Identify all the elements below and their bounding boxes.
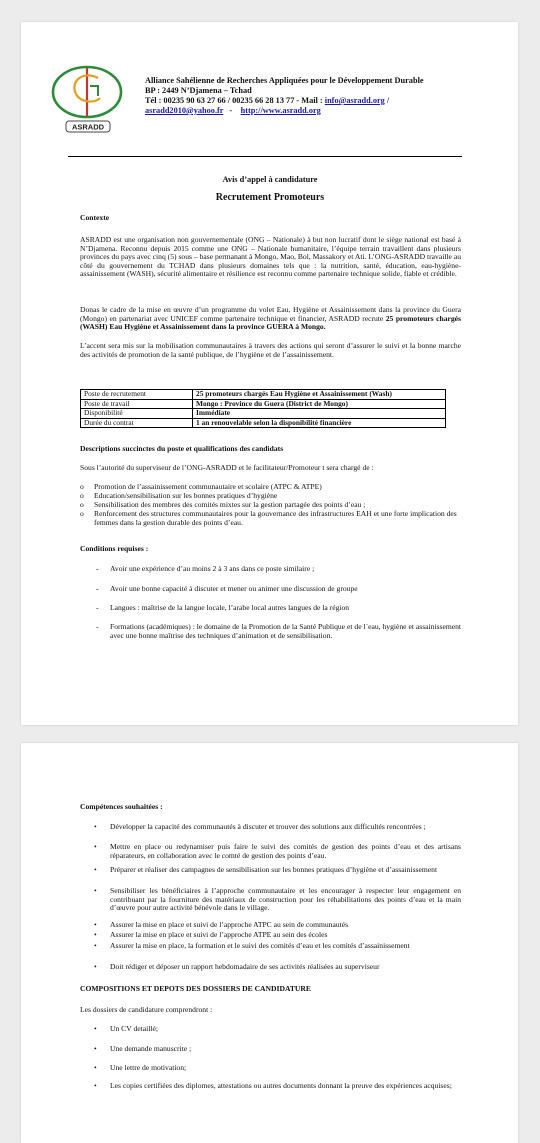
competences-label: Compétences souhaitées : — [80, 802, 163, 811]
page-title: Recrutement Promoteurs — [215, 192, 325, 203]
avis-heading: Avis d’appel à candidature — [222, 175, 318, 184]
contexte-label: Contexte — [80, 213, 110, 222]
descriptions-label: Descriptions succinctes du poste et qualifications des candidats — [80, 444, 284, 453]
email-link-1[interactable]: info@asradd.org — [324, 96, 385, 105]
org-bp: BP : 2449 N’Djamena – Tchad — [145, 86, 252, 95]
composition-intro: Les dossiers de candidature comprendront : — [80, 1005, 213, 1014]
email-link-2[interactable]: asradd2010@yahoo.fr — [145, 106, 224, 115]
header-rule — [68, 156, 462, 157]
composition-label: COMPOSITIONS ET DEPOTS DES DOSSIERS DE CANDIDATURE — [80, 984, 311, 993]
org-name: Alliance Sahélienne de Recherches Appliquées pour le Développement Durable — [145, 76, 424, 85]
svg-text:ASRADD: ASRADD — [71, 122, 105, 132]
contexte-paragraph-2: Donas le cadre de la mise en œuvre d’un programme du volet Eau, Hygiène et Assainissement dans la province du Guera (Mongo) en partenariat avec UNICEF comme partenaire technique et financier, ASRADD recrute 25 promoteurs chargés (WASH) Eau Hygiène et Assainissement dans la province GUERA à Mongo. — [80, 305, 461, 332]
asradd-logo — [46, 56, 128, 136]
contexte-paragraph-3: L’accent sera mis sur la mobilisation communautaires à travers des actions qui seront d’assurer le suivi et la bonne marche des activités de promotion de la santé publique, de l’hygiène et de l’assainissement. — [80, 341, 461, 359]
table-row: Poste de travail Mongo : Province du Guera (District de Mongo) — [81, 399, 446, 409]
website-link[interactable]: http://www.asradd.org — [240, 106, 321, 115]
poste-table — [80, 389, 446, 428]
contexte-paragraph-1: ASRADD est une organisation non gouvernementale (ONG – Nationale) à but non lucratif dont le siège national est basé à N’Djamena. Reconnu depuis 2015 comme une ONG – Nationale humanitaire, l’équipe terrain travaillent dans plusieurs provinces du pays avec cinq (5) sous – base permanant à Mongo, Mao, Bol, Massakory et Ati. L’ONG-ASRADD travaille au côté du gouvernement du TCHAD dans plusieurs domaines tels que : la nutrition, santé, éducation, eau-hygiène-assainissement (WASH), sécurité alimentaire et résilience est reconnu comme partenaire technique solide, fiable et crédible. — [80, 235, 461, 279]
org-header — [145, 76, 424, 116]
table-row: Poste de recrutement 25 promoteurs chargés Eau Hygiène et Assainissement (Wash) — [81, 390, 446, 400]
table-row: Durée du contrat 1 an renouvelable selon la disponibilité financière — [81, 418, 446, 428]
table-row: Disponibilité Immédiate — [81, 409, 446, 419]
conditions-label: Conditions requises : — [80, 544, 149, 553]
org-contact-2: asradd2010@yahoo.fr - http://www.asradd.org — [145, 106, 321, 115]
org-contact: Tél : 00235 90 63 27 66 / 00235 66 28 13 77 - Mail : info@asradd.org / — [145, 96, 390, 105]
descriptions-intro: Sous l’autorité du superviseur de l’ONG-ASRADD et le facilitateur/Promoteur t sera chargé de : — [80, 463, 374, 472]
